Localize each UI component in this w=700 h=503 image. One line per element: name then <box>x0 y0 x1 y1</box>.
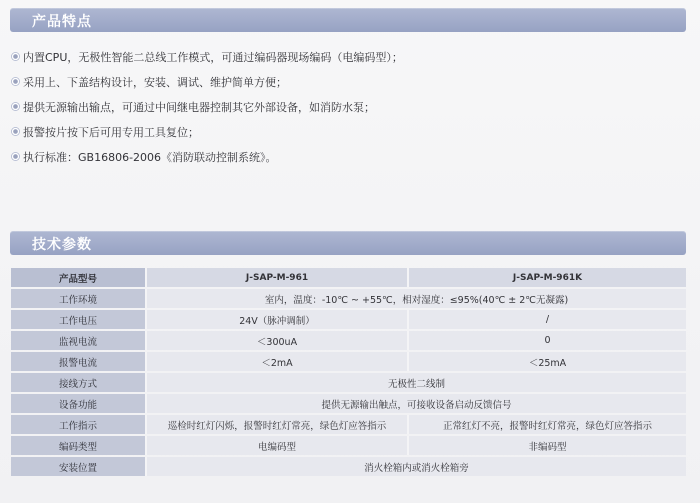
feature-item <box>11 44 681 69</box>
bullet-icon <box>11 152 20 161</box>
feature-item <box>11 94 681 119</box>
table-row <box>11 331 686 350</box>
table-row <box>11 289 686 308</box>
row-value-2-cell: ＜25mA <box>409 352 686 371</box>
table-row <box>11 394 686 413</box>
header-label-cell: 产品型号 <box>11 268 147 287</box>
row-label-cell: 监视电流 <box>11 331 147 350</box>
feature-item <box>11 144 681 169</box>
row-value-2-cell: 非编码型 <box>409 436 686 455</box>
table-row <box>11 436 686 455</box>
specs-section-header <box>10 231 686 255</box>
specs-table <box>11 266 686 478</box>
header-model-1-cell: J-SAP-M-961 <box>147 268 409 287</box>
row-value-1-cell: ＜2mA <box>147 352 409 371</box>
row-value-2-cell: / <box>409 310 686 329</box>
table-row <box>11 352 686 371</box>
row-label-cell: 安装位置 <box>11 457 147 476</box>
feature-item <box>11 69 681 94</box>
table-row <box>11 373 686 392</box>
row-value-2-cell: 正常红灯不亮，报警时红灯常亮，绿色灯应答指示 <box>409 415 686 434</box>
row-value-1-cell: 巡检时红灯闪烁，报警时红灯常亮，绿色灯应答指示 <box>147 415 409 434</box>
row-value-1-cell: 24V（脉冲调制） <box>147 310 409 329</box>
feature-text: 执行标准：GB16806-2006《消防联动控制系统》。 <box>23 150 277 164</box>
row-value-1-cell: ＜300uA <box>147 331 409 350</box>
table-row <box>11 415 686 434</box>
row-label-cell: 工作环境 <box>11 289 147 308</box>
feature-text: 采用上、下盖结构设计，安装、调试、维护简单方便； <box>23 75 287 89</box>
feature-text: 内置CPU，无极性智能二总线工作模式，可通过编码器现场编码（电编码型）； <box>23 50 403 64</box>
row-label-cell: 设备功能 <box>11 394 147 413</box>
features-list <box>11 44 681 169</box>
features-section-title: 产品特点 <box>32 14 92 30</box>
table-row <box>11 457 686 476</box>
features-section-header <box>10 8 686 32</box>
feature-text: 提供无源输出输点，可通过中间继电器控制其它外部设备，如消防水泵； <box>23 100 375 114</box>
bullet-icon <box>11 102 20 111</box>
row-value-1-cell: 电编码型 <box>147 436 409 455</box>
row-value-cell: 消火栓箱内或消火栓箱旁 <box>147 457 686 476</box>
table-row <box>11 310 686 329</box>
feature-text: 报警按片按下后可用专用工具复位； <box>23 125 199 139</box>
table-header-row <box>11 268 686 287</box>
bullet-icon <box>11 127 20 136</box>
row-value-cell: 无极性二线制 <box>147 373 686 392</box>
row-value-cell: 室内，温度：-10℃ ~ +55℃，相对湿度：≤95%(40℃ ± 2℃无凝露) <box>147 289 686 308</box>
row-label-cell: 工作电压 <box>11 310 147 329</box>
bullet-icon <box>11 52 20 61</box>
row-label-cell: 编码类型 <box>11 436 147 455</box>
header-model-2-cell: J-SAP-M-961K <box>409 268 686 287</box>
row-label-cell: 工作指示 <box>11 415 147 434</box>
row-label-cell: 报警电流 <box>11 352 147 371</box>
feature-item <box>11 119 681 144</box>
row-label-cell: 接线方式 <box>11 373 147 392</box>
row-value-cell: 提供无源输出触点，可接收设备启动反馈信号 <box>147 394 686 413</box>
row-value-2-cell: 0 <box>409 331 686 350</box>
specs-section-title: 技术参数 <box>32 237 92 253</box>
bullet-icon <box>11 77 20 86</box>
